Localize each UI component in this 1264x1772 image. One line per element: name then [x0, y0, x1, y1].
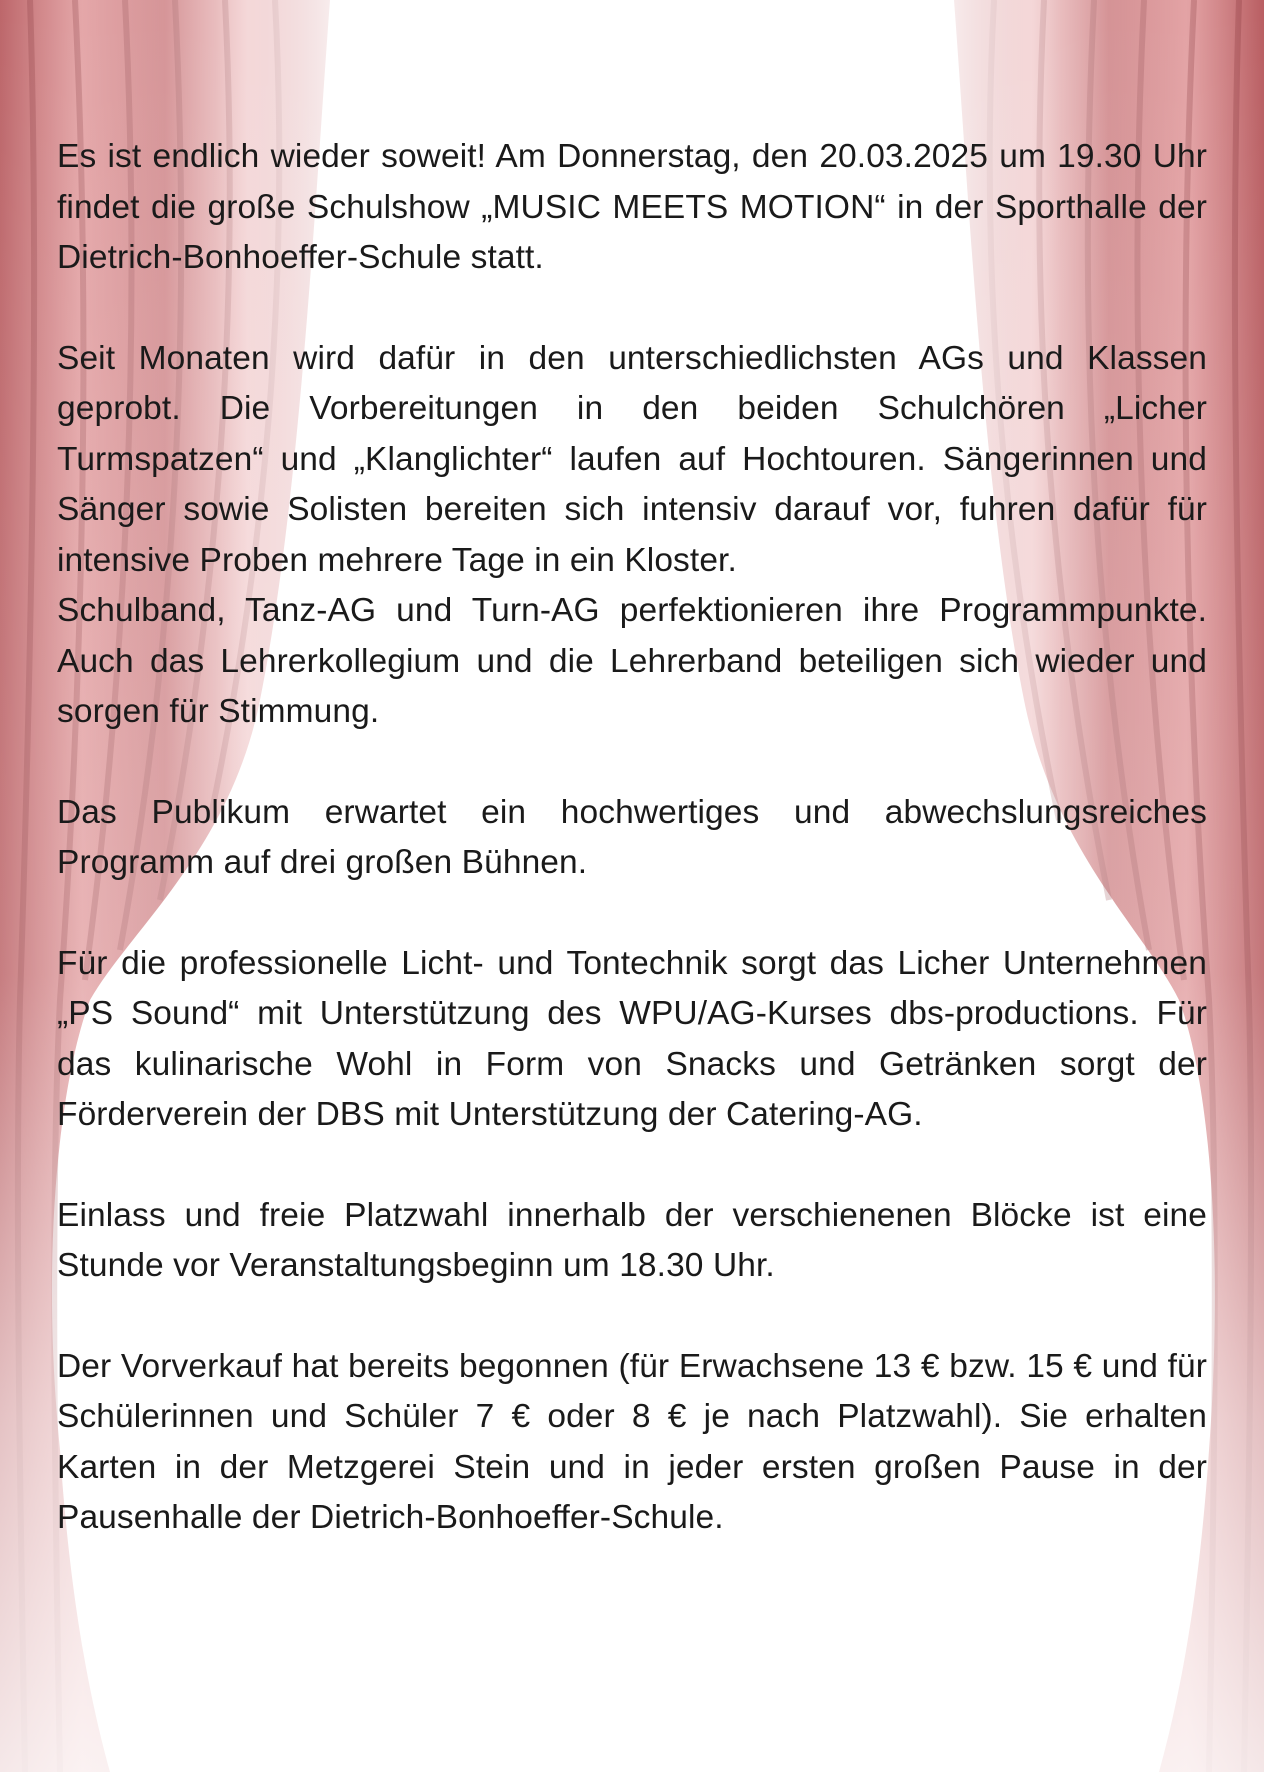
paragraph-program: Das Publikum erwartet ein hochwertiges und abwechslungsreiches Programm auf drei großen Bühnen. [57, 793, 1207, 881]
paragraph-rehearsals: Seit Monaten wird dafür in den unterschiedlichsten AGs und Klassen geprobt. Die Vorbereitungen in den beiden Schulchören „Licher Turmspatzen“ und „Klanglichter“ laufen auf Hochtouren. Sängerinnen und Sänger sowie Solisten bereiten sich intensiv darauf vor, fuhren dafür für intensive Proben mehrere Tage in ein Kloster. [57, 339, 1207, 579]
paragraph-school-band: Schulband, Tanz-AG und Turn-AG perfektionieren ihre Programmpunkte. Auch das Lehrerkollegium und die Lehrerband beteiligen sich wieder und sorgen für Stimmung. [57, 592, 1207, 730]
paragraph-event-intro: Es ist endlich wieder soweit! Am Donnerstag, den 20.03.2025 um 19.30 Uhr findet die große Schulshow „MUSIC MEETS MOTION“ in der Sporthalle der Dietrich-Bonhoeffer-Schule statt. [57, 138, 1207, 276]
flyer-text [57, 132, 1207, 1594]
paragraph-admission: Einlass und freie Platzwahl innerhalb der verschienenen Blöcke ist eine Stunde vor Veranstaltungsbeginn um 18.30 Uhr. [57, 1196, 1207, 1284]
paragraph-technology-catering: Für die professionelle Licht- und Tontechnik sorgt das Licher Unternehmen „PS Sound“ mit Unterstützung des WPU/AG-Kurses dbs-productions. Für das kulinarische Wohl in Form von Snacks und Getränken sorgt der Förderverein der DBS mit Unterstützung der Catering-AG. [57, 944, 1207, 1133]
paragraph-presale: Der Vorverkauf hat bereits begonnen (für Erwachsene 13 € bzw. 15 € und für Schülerinnen und Schüler 7 € oder 8 € je nach Platzwahl). Sie erhalten Karten in der Metzgerei Stein und in jeder ersten großen Pause in der Pausenhalle der Dietrich-Bonhoeffer-Schule. [57, 1347, 1207, 1536]
